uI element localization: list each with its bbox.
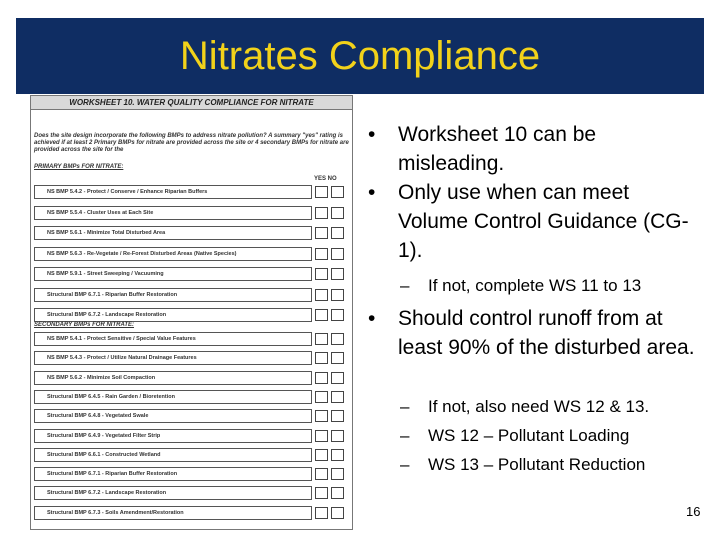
worksheet-row: Structural BMP 6.7.1 - Riparian Buffer Restoration — [34, 467, 312, 481]
bullet-marker: • — [368, 181, 376, 204]
yes-checkbox — [315, 430, 328, 442]
yes-checkbox — [315, 309, 328, 321]
no-checkbox — [331, 449, 344, 461]
no-checkbox — [331, 309, 344, 321]
worksheet-header: WORKSHEET 10. WATER QUALITY COMPLIANCE FOR NITRATE — [31, 96, 352, 110]
worksheet-row: Structural BMP 6.7.1 - Riparian Buffer Restoration — [34, 288, 312, 302]
no-checkbox — [331, 468, 344, 480]
dash-marker: – — [400, 426, 410, 445]
no-checkbox — [331, 430, 344, 442]
title-bar — [16, 18, 704, 94]
dash-marker: – — [400, 276, 410, 295]
bullet-3-sub-2-text: WS 12 – Pollutant Loading — [428, 426, 630, 445]
worksheet-row: Structural BMP 6.4.8 - Vegetated Swale — [34, 409, 312, 423]
dash-marker: – — [400, 455, 410, 474]
dash-marker: – — [400, 397, 410, 416]
yes-checkbox — [315, 227, 328, 239]
yes-checkbox — [315, 248, 328, 260]
bullet-3-sub-3-text: WS 13 – Pollutant Reduction — [428, 455, 646, 474]
yes-checkbox — [315, 391, 328, 403]
yes-checkbox — [315, 333, 328, 345]
yes-checkbox — [315, 487, 328, 499]
worksheet-row: NS BMP 5.4.2 - Protect / Conserve / Enhance Riparian Buffers — [34, 185, 312, 199]
yes-checkbox — [315, 289, 328, 301]
bullet-marker: • — [368, 123, 376, 146]
worksheet-row: NS BMP 5.6.3 - Re-Vegetate / Re-Forest Disturbed Areas (Native Species) — [34, 247, 312, 261]
worksheet-row: NS BMP 5.5.4 - Cluster Uses at Each Site — [34, 206, 312, 220]
no-checkbox — [331, 186, 344, 198]
no-checkbox — [331, 352, 344, 364]
worksheet-row: NS BMP 5.6.1 - Minimize Total Disturbed Area — [34, 226, 312, 240]
yes-checkbox — [315, 507, 328, 519]
yes-checkbox — [315, 268, 328, 280]
yes-checkbox — [315, 468, 328, 480]
bullet-2-sub-text: If not, complete WS 11 to 13 — [428, 276, 642, 295]
secondary-label: SECONDARY BMPs FOR NITRATE: — [34, 322, 135, 328]
yes-checkbox — [315, 372, 328, 384]
no-checkbox — [331, 248, 344, 260]
worksheet-row: Structural BMP 6.7.2 - Landscape Restoration — [34, 308, 312, 322]
worksheet-row: Structural BMP 6.7.2 - Landscape Restoration — [34, 486, 312, 500]
yes-checkbox — [315, 352, 328, 364]
no-checkbox — [331, 487, 344, 499]
yes-checkbox — [315, 410, 328, 422]
yes-checkbox — [315, 207, 328, 219]
no-checkbox — [331, 391, 344, 403]
worksheet-row: Structural BMP 6.4.9 - Vegetated Filter Strip — [34, 429, 312, 443]
worksheet-row: NS BMP 5.4.3 - Protect / Utilize Natural Drainage Features — [34, 351, 312, 365]
worksheet-row: Structural BMP 6.4.5 - Rain Garden / Bioretention — [34, 390, 312, 404]
yes-checkbox — [315, 186, 328, 198]
no-checkbox — [331, 227, 344, 239]
no-checkbox — [331, 289, 344, 301]
worksheet-row: Structural BMP 6.7.3 - Soils Amendment/Restoration — [34, 506, 312, 520]
no-checkbox — [331, 207, 344, 219]
bullet-3-text: Should control runoff from at least 90% of the disturbed area. — [398, 307, 695, 359]
yes-checkbox — [315, 449, 328, 461]
no-checkbox — [331, 507, 344, 519]
worksheet-row: NS BMP 5.6.2 - Minimize Soil Compaction — [34, 371, 312, 385]
bullet-2-text: Only use when can meet Volume Control Guidance (CG-1). — [398, 181, 689, 262]
page-number: 16 — [686, 504, 701, 519]
primary-label: PRIMARY BMPs FOR NITRATE: — [34, 164, 124, 170]
worksheet-row: Structural BMP 6.6.1 - Constructed Wetland — [34, 448, 312, 462]
worksheet-image — [30, 95, 353, 530]
worksheet-row: NS BMP 5.4.1 - Protect Sensitive / Special Value Features — [34, 332, 312, 346]
slide-title: Nitrates Compliance — [179, 34, 541, 78]
no-checkbox — [331, 333, 344, 345]
no-checkbox — [331, 372, 344, 384]
bullet-1-text: Worksheet 10 can be misleading. — [398, 123, 597, 175]
bullet-3-sub-1-text: If not, also need WS 12 & 13. — [428, 397, 650, 416]
worksheet-row: NS BMP 5.9.1 - Street Sweeping / Vacuuming — [34, 267, 312, 281]
worksheet-question: Does the site design incorporate the following BMPs to address nitrate pollution? A summary "yes" rating is achieved if at least 2 Primary BMPs for nitrate are provided across the site or 4 secondary BMPs for nitrate are provided across the site for the — [34, 133, 349, 153]
yes-no-label: YES NO — [314, 176, 337, 182]
no-checkbox — [331, 268, 344, 280]
bullet-marker: • — [368, 307, 376, 330]
no-checkbox — [331, 410, 344, 422]
